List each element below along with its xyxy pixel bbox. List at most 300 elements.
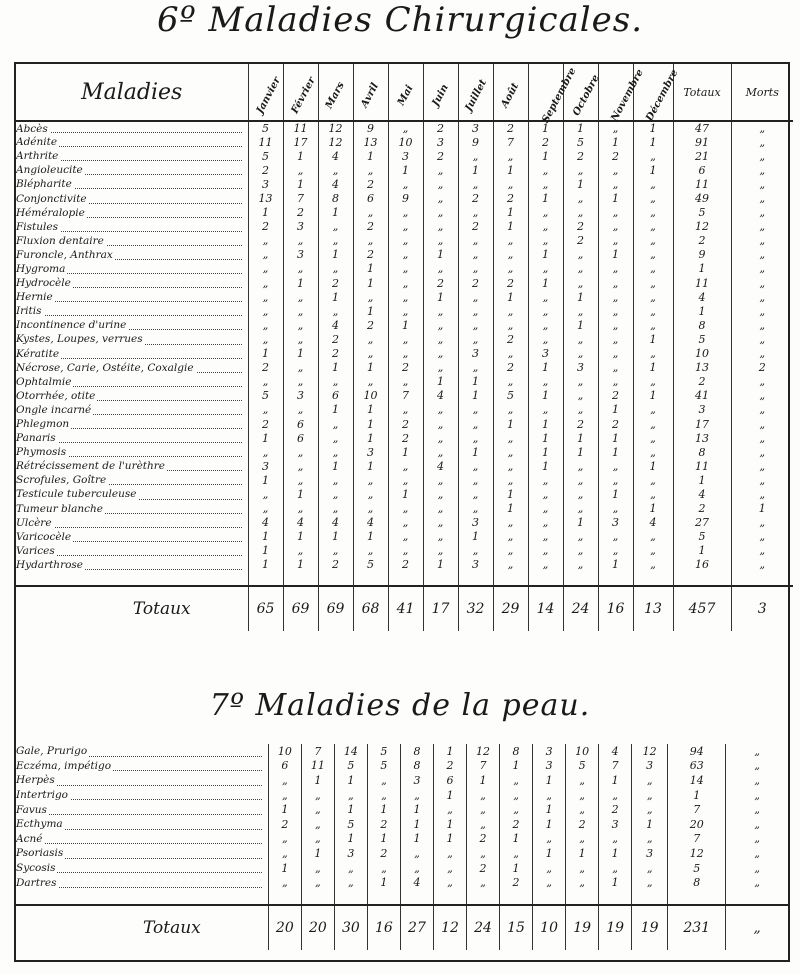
month-value: 1 bbox=[268, 861, 301, 876]
disease-name bbox=[16, 191, 248, 205]
row-total: 7 bbox=[668, 832, 726, 847]
month-value: 1 bbox=[458, 163, 493, 177]
month-value: „ bbox=[433, 846, 466, 861]
month-header bbox=[423, 64, 458, 121]
month-total: 20 bbox=[268, 905, 301, 950]
month-value: „ bbox=[268, 832, 301, 847]
month-value: 1 bbox=[493, 502, 528, 516]
month-value: „ bbox=[528, 516, 563, 530]
month-value: „ bbox=[353, 332, 388, 346]
month-value: „ bbox=[563, 558, 598, 572]
disease-name-text: Nécrose, Carie, Ostéite, Coxalgie bbox=[16, 361, 194, 374]
month-value: „ bbox=[632, 832, 668, 847]
month-value: 10 bbox=[566, 744, 599, 759]
month-value: „ bbox=[248, 290, 283, 304]
spacer-row bbox=[16, 572, 793, 586]
month-value: 1 bbox=[283, 558, 318, 572]
section-6-title: 6º Maladies Chirurgicales. bbox=[156, 0, 644, 40]
month-value: 3 bbox=[458, 347, 493, 361]
month-value: 1 bbox=[248, 558, 283, 572]
spacer-cell bbox=[334, 890, 367, 905]
table-row bbox=[16, 544, 793, 558]
month-value: „ bbox=[458, 177, 493, 191]
month-header-label: Août bbox=[499, 80, 522, 110]
month-value: „ bbox=[599, 832, 632, 847]
row-total: 63 bbox=[668, 759, 726, 774]
totals-header: Totaux bbox=[673, 64, 731, 121]
month-value: „ bbox=[283, 445, 318, 459]
month-total: 16 bbox=[367, 905, 400, 950]
row-deaths: „ bbox=[731, 248, 793, 262]
month-value: „ bbox=[493, 403, 528, 417]
month-value: „ bbox=[633, 177, 673, 191]
month-value: „ bbox=[599, 788, 632, 803]
row-total: 12 bbox=[673, 220, 731, 234]
spacer-cell bbox=[598, 572, 633, 586]
disease-name bbox=[16, 290, 248, 304]
month-value: „ bbox=[633, 445, 673, 459]
month-value: „ bbox=[633, 403, 673, 417]
month-value: 1 bbox=[248, 431, 283, 445]
table-row bbox=[16, 773, 788, 788]
month-value: 2 bbox=[433, 759, 466, 774]
month-value: 1 bbox=[633, 502, 673, 516]
month-value: 2 bbox=[283, 206, 318, 220]
month-value: „ bbox=[283, 234, 318, 248]
month-value: „ bbox=[283, 361, 318, 375]
disease-name bbox=[16, 206, 248, 220]
month-value: 1 bbox=[528, 121, 563, 135]
disease-name bbox=[16, 135, 248, 149]
month-value: „ bbox=[423, 234, 458, 248]
month-value: „ bbox=[283, 163, 318, 177]
month-value: 1 bbox=[500, 861, 533, 876]
month-value: 1 bbox=[433, 817, 466, 832]
row-total: 5 bbox=[673, 530, 731, 544]
month-value: „ bbox=[528, 403, 563, 417]
row-deaths: „ bbox=[731, 459, 793, 473]
month-value: 1 bbox=[467, 773, 500, 788]
month-value: „ bbox=[563, 544, 598, 558]
spacer-cell bbox=[353, 572, 388, 586]
month-value: „ bbox=[528, 558, 563, 572]
month-value: 4 bbox=[423, 389, 458, 403]
month-value: „ bbox=[388, 516, 423, 530]
month-value: „ bbox=[563, 530, 598, 544]
month-value: „ bbox=[633, 191, 673, 205]
month-value: 12 bbox=[318, 121, 353, 135]
month-value: „ bbox=[458, 417, 493, 431]
month-value: 1 bbox=[598, 191, 633, 205]
month-value: „ bbox=[598, 473, 633, 487]
month-header bbox=[598, 64, 646, 123]
disease-name-text: Gale, Prurigo bbox=[16, 745, 88, 758]
month-value: 1 bbox=[566, 846, 599, 861]
month-value: 2 bbox=[367, 817, 400, 832]
month-value: 1 bbox=[318, 459, 353, 473]
month-header-label: Juin bbox=[430, 82, 451, 108]
row-total: 41 bbox=[673, 389, 731, 403]
disease-name bbox=[16, 744, 268, 759]
month-value: „ bbox=[458, 502, 493, 516]
month-value: „ bbox=[301, 832, 334, 847]
disease-name-text: Héméralopie bbox=[16, 206, 85, 219]
disease-name bbox=[16, 304, 248, 318]
row-deaths: „ bbox=[726, 846, 788, 861]
disease-name bbox=[16, 445, 248, 459]
month-value: „ bbox=[423, 220, 458, 234]
table-row bbox=[16, 759, 788, 774]
month-value: 5 bbox=[566, 759, 599, 774]
month-value: 13 bbox=[353, 135, 388, 149]
month-value: 1 bbox=[367, 832, 400, 847]
month-value: „ bbox=[318, 262, 353, 276]
row-total: 1 bbox=[673, 304, 731, 318]
row-total: 1 bbox=[668, 788, 726, 803]
month-value: 1 bbox=[334, 802, 367, 817]
grand-total: 457 bbox=[673, 586, 731, 631]
month-value: „ bbox=[458, 431, 493, 445]
month-value: „ bbox=[632, 861, 668, 876]
totals-row bbox=[16, 586, 793, 631]
table-row bbox=[16, 149, 793, 163]
month-value: „ bbox=[467, 846, 500, 861]
month-value: 1 bbox=[400, 802, 433, 817]
spacer-cell bbox=[726, 890, 788, 905]
row-deaths: 1 bbox=[731, 502, 793, 516]
table-row bbox=[16, 459, 793, 473]
month-value: „ bbox=[633, 487, 673, 501]
total-deaths: „ bbox=[726, 905, 788, 950]
month-value: 1 bbox=[563, 318, 598, 332]
month-total: 17 bbox=[423, 586, 458, 631]
row-deaths: „ bbox=[726, 861, 788, 876]
disease-name-text: Tumeur blanche bbox=[16, 502, 104, 515]
month-value: 1 bbox=[500, 759, 533, 774]
month-value: „ bbox=[598, 375, 633, 389]
disease-name-text: Scrofules, Goître bbox=[16, 474, 107, 487]
table-row bbox=[16, 744, 788, 759]
row-deaths: „ bbox=[726, 744, 788, 759]
row-deaths: „ bbox=[731, 347, 793, 361]
month-value: „ bbox=[248, 445, 283, 459]
month-value: 10 bbox=[388, 135, 423, 149]
month-value: „ bbox=[493, 248, 528, 262]
month-value: „ bbox=[400, 788, 433, 803]
month-value: „ bbox=[283, 375, 318, 389]
month-value: „ bbox=[528, 487, 563, 501]
disease-name-text: Phymosis bbox=[16, 446, 67, 459]
month-value: „ bbox=[388, 544, 423, 558]
month-value: 2 bbox=[423, 276, 458, 290]
month-value: 1 bbox=[633, 361, 673, 375]
month-value: „ bbox=[528, 206, 563, 220]
month-value: 6 bbox=[283, 431, 318, 445]
month-value: 4 bbox=[318, 177, 353, 191]
month-value: 2 bbox=[268, 817, 301, 832]
month-value: 3 bbox=[458, 121, 493, 135]
disease-name bbox=[16, 375, 248, 389]
month-value: 4 bbox=[599, 744, 632, 759]
month-header-label: Janvier bbox=[254, 74, 283, 116]
month-value: „ bbox=[598, 361, 633, 375]
month-value: „ bbox=[423, 332, 458, 346]
disease-name-text: Blépharite bbox=[16, 178, 72, 191]
row-deaths: „ bbox=[731, 389, 793, 403]
spacer-cell bbox=[367, 890, 400, 905]
month-value: 1 bbox=[367, 875, 400, 890]
month-value: „ bbox=[493, 459, 528, 473]
month-value: 14 bbox=[334, 744, 367, 759]
month-value: „ bbox=[528, 332, 563, 346]
disease-name-text: Arthrite bbox=[16, 150, 59, 163]
month-value: 13 bbox=[248, 191, 283, 205]
month-value: „ bbox=[493, 234, 528, 248]
month-value: 2 bbox=[598, 417, 633, 431]
month-value: „ bbox=[367, 788, 400, 803]
month-value: „ bbox=[388, 177, 423, 191]
spacer-cell bbox=[423, 572, 458, 586]
row-deaths: „ bbox=[731, 234, 793, 248]
month-value: „ bbox=[388, 332, 423, 346]
section-7-title: 7º Maladies de la peau. bbox=[209, 688, 591, 723]
month-total: 27 bbox=[400, 905, 433, 950]
row-deaths: „ bbox=[726, 817, 788, 832]
month-value: „ bbox=[563, 191, 598, 205]
month-value: 1 bbox=[633, 121, 673, 135]
month-value: „ bbox=[423, 403, 458, 417]
month-value: 4 bbox=[318, 318, 353, 332]
month-value: „ bbox=[423, 544, 458, 558]
month-header bbox=[318, 64, 353, 121]
month-value: „ bbox=[248, 502, 283, 516]
month-value: „ bbox=[248, 304, 283, 318]
month-value: 1 bbox=[388, 487, 423, 501]
month-value: „ bbox=[423, 473, 458, 487]
row-total: 1 bbox=[673, 473, 731, 487]
month-value: „ bbox=[467, 817, 500, 832]
month-value: 2 bbox=[599, 802, 632, 817]
month-value: 2 bbox=[458, 276, 493, 290]
month-value: 3 bbox=[283, 389, 318, 403]
month-value: „ bbox=[433, 861, 466, 876]
disease-name bbox=[16, 487, 248, 501]
month-value: 1 bbox=[632, 817, 668, 832]
month-value: „ bbox=[633, 347, 673, 361]
month-value: 1 bbox=[423, 375, 458, 389]
month-value: „ bbox=[388, 347, 423, 361]
month-value: „ bbox=[248, 318, 283, 332]
month-value: 4 bbox=[400, 875, 433, 890]
month-value: „ bbox=[388, 304, 423, 318]
month-header-label: Octobre bbox=[570, 72, 602, 118]
month-value: „ bbox=[493, 318, 528, 332]
month-value: 1 bbox=[493, 163, 528, 177]
month-value: 1 bbox=[301, 846, 334, 861]
table-row bbox=[16, 290, 793, 304]
month-value: 1 bbox=[598, 403, 633, 417]
month-total: 10 bbox=[533, 905, 566, 950]
month-value: „ bbox=[458, 234, 493, 248]
month-total: 24 bbox=[467, 905, 500, 950]
month-value: „ bbox=[353, 544, 388, 558]
table-row bbox=[16, 220, 793, 234]
month-total: 69 bbox=[318, 586, 353, 631]
month-value: 11 bbox=[283, 121, 318, 135]
month-value: 1 bbox=[528, 459, 563, 473]
row-total: 11 bbox=[673, 459, 731, 473]
month-total: 19 bbox=[632, 905, 668, 950]
month-value: „ bbox=[318, 375, 353, 389]
month-value: „ bbox=[533, 875, 566, 890]
disease-name bbox=[16, 773, 268, 788]
month-value: 1 bbox=[633, 163, 673, 177]
month-value: „ bbox=[388, 248, 423, 262]
disease-name bbox=[16, 248, 248, 262]
month-value: 8 bbox=[400, 744, 433, 759]
month-value: „ bbox=[493, 445, 528, 459]
month-value: 17 bbox=[283, 135, 318, 149]
month-value: 8 bbox=[318, 191, 353, 205]
month-value: 1 bbox=[318, 361, 353, 375]
month-value: 1 bbox=[423, 290, 458, 304]
month-value: 1 bbox=[598, 248, 633, 262]
totals-row bbox=[16, 905, 788, 950]
month-value: 1 bbox=[528, 431, 563, 445]
spacer-cell bbox=[400, 890, 433, 905]
total-deaths: 3 bbox=[731, 586, 793, 631]
month-value: „ bbox=[301, 802, 334, 817]
table-row bbox=[16, 861, 788, 876]
row-deaths: „ bbox=[731, 220, 793, 234]
month-value: „ bbox=[353, 163, 388, 177]
month-value: „ bbox=[388, 290, 423, 304]
month-value: „ bbox=[563, 206, 598, 220]
month-value: 4 bbox=[318, 149, 353, 163]
month-value: 1 bbox=[388, 445, 423, 459]
month-value: 1 bbox=[248, 544, 283, 558]
month-value: 5 bbox=[493, 389, 528, 403]
month-value: „ bbox=[493, 473, 528, 487]
month-value: „ bbox=[458, 262, 493, 276]
spacer-cell bbox=[533, 890, 566, 905]
table-row bbox=[16, 347, 793, 361]
month-value: „ bbox=[353, 375, 388, 389]
month-value: 6 bbox=[433, 773, 466, 788]
month-value: 1 bbox=[493, 417, 528, 431]
month-value: 1 bbox=[248, 206, 283, 220]
month-value: „ bbox=[318, 304, 353, 318]
month-value: „ bbox=[598, 502, 633, 516]
month-value: „ bbox=[367, 861, 400, 876]
month-value: 6 bbox=[283, 417, 318, 431]
month-value: „ bbox=[598, 206, 633, 220]
month-value: 3 bbox=[388, 149, 423, 163]
month-value: 2 bbox=[318, 332, 353, 346]
month-value: „ bbox=[563, 459, 598, 473]
disease-name-text: Rétrécissement de l'urèthre bbox=[16, 460, 166, 473]
month-value: 1 bbox=[283, 177, 318, 191]
month-value: „ bbox=[563, 262, 598, 276]
disease-name-text: Acné bbox=[16, 832, 43, 845]
month-value: „ bbox=[433, 802, 466, 817]
table-row bbox=[16, 487, 793, 501]
month-value: 1 bbox=[318, 248, 353, 262]
month-value: 1 bbox=[563, 121, 598, 135]
month-value: „ bbox=[598, 234, 633, 248]
month-value: „ bbox=[528, 530, 563, 544]
month-value: 1 bbox=[598, 558, 633, 572]
month-value: „ bbox=[388, 206, 423, 220]
month-value: 1 bbox=[353, 149, 388, 163]
disease-name bbox=[16, 431, 248, 445]
spacer-cell bbox=[493, 572, 528, 586]
month-value: 4 bbox=[283, 516, 318, 530]
month-value: 9 bbox=[353, 121, 388, 135]
month-value: „ bbox=[598, 347, 633, 361]
month-value: „ bbox=[563, 248, 598, 262]
row-deaths: „ bbox=[731, 445, 793, 459]
month-value: „ bbox=[566, 773, 599, 788]
month-value: 1 bbox=[599, 846, 632, 861]
month-value: „ bbox=[388, 473, 423, 487]
disease-name-text: Varicocèle bbox=[16, 530, 72, 543]
month-value: „ bbox=[423, 431, 458, 445]
month-value: „ bbox=[283, 290, 318, 304]
month-value: „ bbox=[563, 304, 598, 318]
month-value: „ bbox=[528, 290, 563, 304]
month-value: 2 bbox=[423, 149, 458, 163]
month-value: 1 bbox=[458, 445, 493, 459]
table-row bbox=[16, 163, 793, 177]
month-value: 1 bbox=[248, 473, 283, 487]
table-row bbox=[16, 121, 793, 135]
month-value: 1 bbox=[493, 290, 528, 304]
month-value: „ bbox=[528, 544, 563, 558]
month-value: „ bbox=[423, 487, 458, 501]
disease-name bbox=[16, 276, 248, 290]
totals-label: Totaux bbox=[16, 905, 268, 950]
month-value: 1 bbox=[533, 802, 566, 817]
month-value: „ bbox=[598, 163, 633, 177]
row-total: 4 bbox=[673, 290, 731, 304]
disease-name-text: Psoriasis bbox=[16, 847, 64, 860]
deaths-header: Morts bbox=[731, 64, 793, 121]
disease-name bbox=[16, 502, 248, 516]
month-value: 3 bbox=[528, 347, 563, 361]
month-value: „ bbox=[248, 403, 283, 417]
row-total: 47 bbox=[673, 121, 731, 135]
disease-name-text: Dartres bbox=[16, 876, 57, 889]
row-total: 9 bbox=[673, 248, 731, 262]
row-total: 12 bbox=[668, 846, 726, 861]
month-value: 1 bbox=[599, 773, 632, 788]
month-value: 1 bbox=[388, 318, 423, 332]
month-value: 5 bbox=[248, 121, 283, 135]
month-value: 3 bbox=[334, 846, 367, 861]
row-deaths: „ bbox=[731, 431, 793, 445]
month-value: „ bbox=[318, 445, 353, 459]
disease-name bbox=[16, 389, 248, 403]
month-value: 12 bbox=[318, 135, 353, 149]
disease-name-text: Fluxion dentaire bbox=[16, 234, 104, 247]
month-value: 1 bbox=[318, 290, 353, 304]
month-value: „ bbox=[423, 262, 458, 276]
month-value: 1 bbox=[493, 487, 528, 501]
month-value: „ bbox=[458, 473, 493, 487]
table-row bbox=[16, 318, 793, 332]
month-value: „ bbox=[388, 121, 423, 135]
